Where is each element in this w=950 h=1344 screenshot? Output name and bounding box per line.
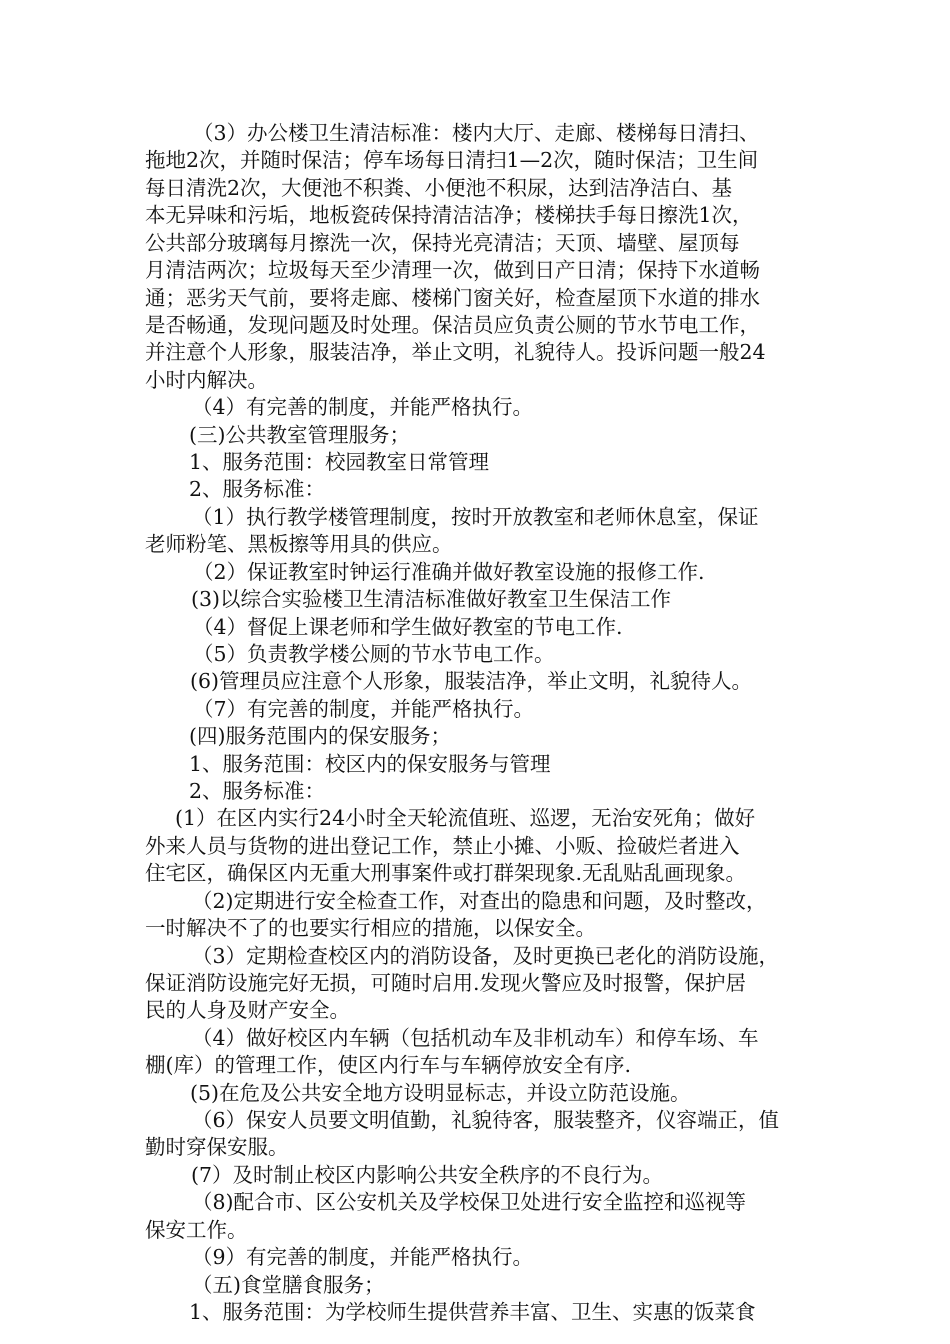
text-line: 保安工作。 [145,1218,248,1242]
text-line: 老师粉笔、黑板擦等用具的供应。 [145,532,453,556]
text-line: （7）有完善的制度，并能严格执行。 [193,697,535,721]
text-line: (6)管理员应注意个人形象，服装洁净，举止文明，礼貌待人。 [190,669,753,693]
text-line: 每日清洗2次，大便池不积粪、小便池不积尿，达到洁净洁白、基 [145,176,733,200]
text-line: （3）定期检查校区内的消防设备，及时更换已老化的消防设施， [192,944,780,968]
section-heading: （五)食堂膳食服务； [192,1273,385,1297]
text-line: 一时解决不了的也要实行相应的措施，以保安全。 [145,916,596,940]
text-line: (5)在危及公共安全地方设明显标志，并设立防范设施。 [190,1081,691,1105]
text-line: 棚(库）的管理工作，使区内行车与车辆停放安全有序. [145,1053,632,1077]
text-line: 1、服务范围：校区内的保安服务与管理 [189,752,551,776]
text-line: (7）及时制止校区内影响公共安全秩序的不良行为。 [191,1163,664,1187]
text-line: 公共部分玻璃每月擦洗一次，保持光亮清洁；天顶、墙壁、屋顶每 [145,231,740,255]
text-line: 住宅区，确保区内无重大刑事案件或打群架现象.无乱贴乱画现象。 [145,861,747,885]
text-line: 并注意个人形象，服装洁净，举止文明，礼貌待人。投诉问题一般24 [145,340,766,364]
text-line: 外来人员与货物的进出登记工作，禁止小摊、小贩、捡破烂者进入 [145,834,740,858]
text-line: 本无异味和污垢，地板瓷砖保持清洁洁净；楼梯扶手每日擦洗1次， [145,203,753,227]
text-line: （1）执行教学楼管理制度，按时开放教室和老师休息室，保证 [192,505,759,529]
text-line: （2）保证教室时钟运行准确并做好教室设施的报修工作. [193,560,705,584]
text-line: （4）督促上课老师和学生做好教室的节电工作. [193,615,623,639]
text-line: (3)以综合实验楼卫生清洁标准做好教室卫生保洁工作 [191,587,672,611]
text-line: 保证消防设施完好无损，可随时启用.发现火警应及时报警，保护居 [145,971,747,995]
text-line: 小时内解决。 [145,368,268,392]
section-heading: (三)公共教室管理服务； [189,423,410,447]
text-line: （2)定期进行安全检查工作，对查出的隐患和问题，及时整改， [192,889,767,913]
text-line: （8)配合市、区公安机关及学校保卫处进行安全监控和巡视等 [192,1190,747,1214]
section-heading: (四)服务范围内的保安服务； [189,724,451,748]
text-line: 1、服务范围：校园教室日常管理 [189,450,490,474]
text-line: 月清洁两次；垃圾每天至少清理一次，做到日产日清；保持下水道畅 [145,258,760,282]
text-line: 拖地2次，并随时保洁；停车场每日清扫1—2次，随时保洁；卫生间 [145,148,759,172]
text-line: （9）有完善的制度，并能严格执行。 [192,1245,534,1269]
text-line: (1）在区内实行24小时全天轮流值班、巡逻，无治安死角；做好 [175,806,756,830]
text-line: （4）做好校区内车辆（包括机动车及非机动车）和停车场、车 [192,1026,759,1050]
text-line: 勤时穿保安服。 [145,1135,289,1159]
text-line: （5）负责教学楼公厕的节水节电工作。 [193,642,555,666]
text-line: （4）有完善的制度，并能严格执行。 [192,395,534,419]
text-line: 民的人身及财产安全。 [145,998,350,1022]
text-line: 是否畅通，发现问题及时处理。保洁员应负责公厕的节水节电工作， [145,313,760,337]
text-line: 1、服务范围：为学校师生提供营养丰富、卫生、实惠的饭菜食 [189,1300,756,1324]
text-line: 2、服务标准： [189,477,326,501]
text-line: 2、服务标准： [189,779,326,803]
text-line: （3）办公楼卫生清洁标准：楼内大厅、走廊、楼梯每日清扫、 [193,121,760,145]
text-line: （6）保安人员要文明值勤，礼貌待客，服装整齐，仪容端正，值 [192,1108,780,1132]
text-line: 通；恶劣天气前，要将走廊、楼梯门窗关好，检查屋顶下水道的排水 [145,286,760,310]
